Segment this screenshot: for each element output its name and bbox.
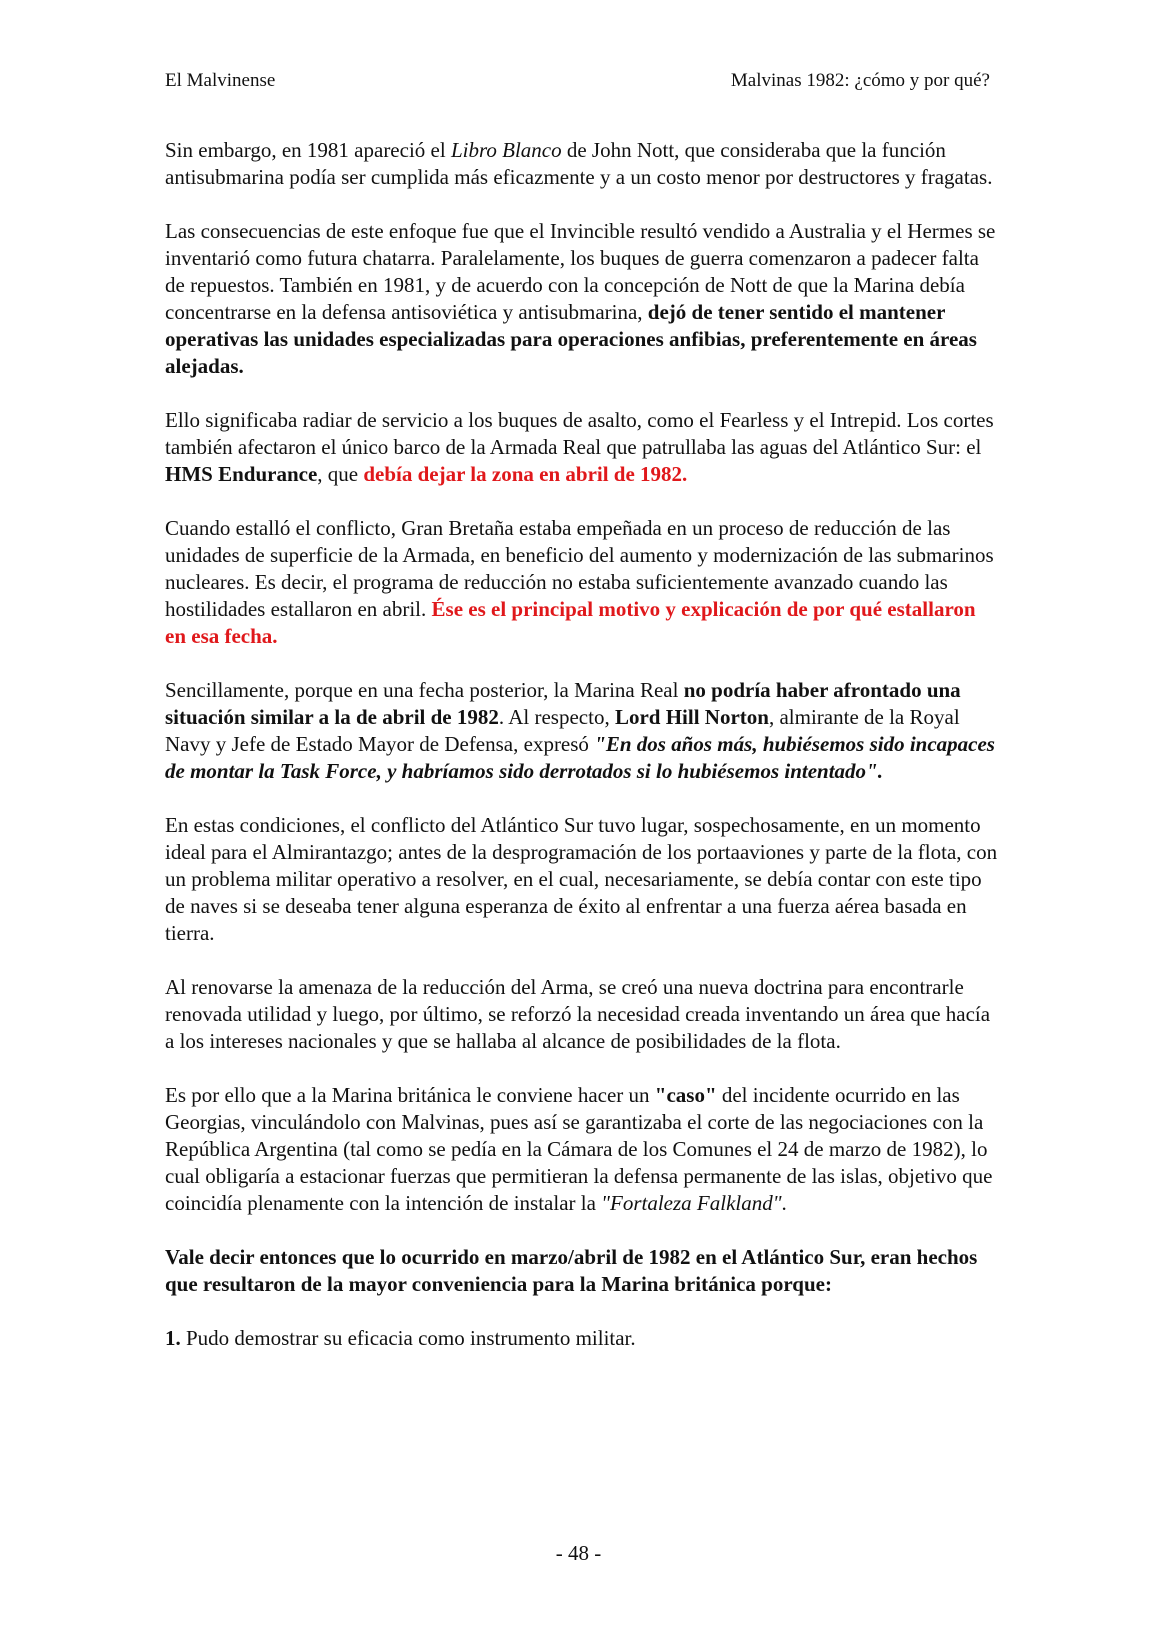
- paragraph-3-text-cont: , que: [317, 462, 364, 486]
- paragraph-8-text-2: del incidente ocurrido en las Georgias, vinculándolo con Malvinas, pues así se garantizaba el corte de las negociaciones con la República Argentina (tal como se pedía en la Cámara de los Comunes el 24 de marzo de 1982), lo cual obligaría a estacionar fuerzas que permitieran la defensa permanente de las islas, objetivo que coincidía plenamente con la intención de instalar la: [165, 1083, 993, 1215]
- libro-blanco-title: Libro Blanco: [450, 138, 562, 162]
- hill-norton-quote: "En dos años más, hubiésemos sido incapaces de montar la Task Force, y habríamos sido derrotados si lo hubiésemos intentado".: [165, 732, 995, 783]
- lord-hill-norton-bold: Lord Hill Norton: [614, 705, 769, 729]
- page-number: - 48 -: [555, 1541, 602, 1565]
- paragraph-1: [165, 137, 999, 191]
- paragraph-2-text: Las consecuencias de este enfoque fue que el Invincible resultó vendido a Australia y el Hermes se inventarió como futura chatarra. Paralelamente, los buques de guerra comenzaron a padecer falta de repuestos. También en 1981, y de acuerdo con la concepción de Nott de que la Marina debía concentrarse en la defensa antisoviética y antisubmarina,: [165, 219, 996, 324]
- paragraph-5: [165, 677, 999, 785]
- paragraph-8-text: Es por ello que a la Marina británica le conviene hacer un: [165, 1083, 655, 1107]
- header-publication-title: El Malvinense: [165, 70, 276, 91]
- paragraph-4-red-emphasis: Ése es el principal motivo y explicación de por qué estallaron en esa fecha.: [165, 597, 976, 648]
- body-text: [165, 137, 999, 1352]
- paragraph-6: En estas condiciones, el conflicto del Atlántico Sur tuvo lugar, sospechosamente, en un momento ideal para el Almirantazgo; antes de la desprogramación de los portaaviones y parte de la flota, con un problema militar operativo a resolver, en el cual, necesariamente, se debía contar con este tipo de naves si se deseaba tener alguna esperanza de éxito al enfrentar a una fuerza aérea basada en tierra.: [165, 813, 998, 945]
- paragraph-1-text-cont: de John Nott, que consideraba que la función antisubmarina podía ser cumplida más eficazmente y a un costo menor por destructores y fragatas.: [165, 138, 993, 189]
- paragraph-5-bold: no podría haber afrontado una situación similar a la de abril de 1982: [165, 678, 961, 729]
- paragraph-3: [165, 407, 999, 488]
- paragraph-9: [165, 1244, 999, 1298]
- caso-bold: "caso": [654, 1083, 717, 1107]
- paragraph-2-bold: dejó de tener sentido el mantener operativas las unidades especializadas para operaciones anfibias, preferentemente en áreas alejadas.: [165, 300, 977, 378]
- paragraph-5-text-2: . Al respecto,: [498, 705, 615, 729]
- paragraph-8-text-3: .: [781, 1191, 787, 1215]
- paragraph-4-text: Cuando estalló el conflicto, Gran Bretaña estaba empeñada en un proceso de reducción de las unidades de superficie de la Armada, en beneficio del aumento y modernización de las submarinos nucleares. Es decir, el programa de reducción no estaba suficientemente avanzado cuando las hostilidades estallaron en abril.: [165, 516, 994, 621]
- paragraph-8: [165, 1082, 999, 1217]
- list-item-1-text: Pudo demostrar su eficacia como instrumento militar.: [180, 1326, 636, 1350]
- paragraph-9-bold: Vale decir entonces que lo ocurrido en marzo/abril de 1982 en el Atlántico Sur, eran hechos que resultaron de la mayor conveniencia para la Marina británica porque:: [165, 1245, 978, 1296]
- paragraph-3-red-emphasis: debía dejar la zona en abril de 1982.: [363, 462, 688, 486]
- paragraph-2: [165, 218, 999, 380]
- fortaleza-falkland-italic: "Fortaleza Falkland": [601, 1191, 782, 1215]
- hms-endurance-bold: HMS Endurance: [165, 462, 318, 486]
- paragraph-5-text: Sencillamente, porque en una fecha posterior, la Marina Real: [165, 678, 684, 702]
- paragraph-7: Al renovarse la amenaza de la reducción del Arma, se creó una nueva doctrina para encontrarle renovada utilidad y luego, por último, se reforzó la necesidad creada inventando un área que hacía a los intereses nacionales y que se hallaba al alcance de posibilidades de la flota.: [165, 975, 991, 1053]
- header-book-title: Malvinas 1982: ¿cómo y por qué?: [730, 70, 990, 91]
- paragraph-3-text: Ello significaba radiar de servicio a los buques de asalto, como el Fearless y el Intrepid. Los cortes también afectaron el único barco de la Armada Real que patrullaba las aguas del Atlántico Sur: el: [165, 408, 994, 459]
- paragraph-1-text: Sin embargo, en 1981 apareció el: [165, 138, 451, 162]
- list-item-1: [165, 1325, 999, 1352]
- paragraph-4: [165, 515, 999, 650]
- paragraph-5-text-3: , almirante de la Royal Navy y Jefe de Estado Mayor de Defensa, expresó: [165, 705, 960, 756]
- list-item-1-number: 1.: [165, 1326, 181, 1350]
